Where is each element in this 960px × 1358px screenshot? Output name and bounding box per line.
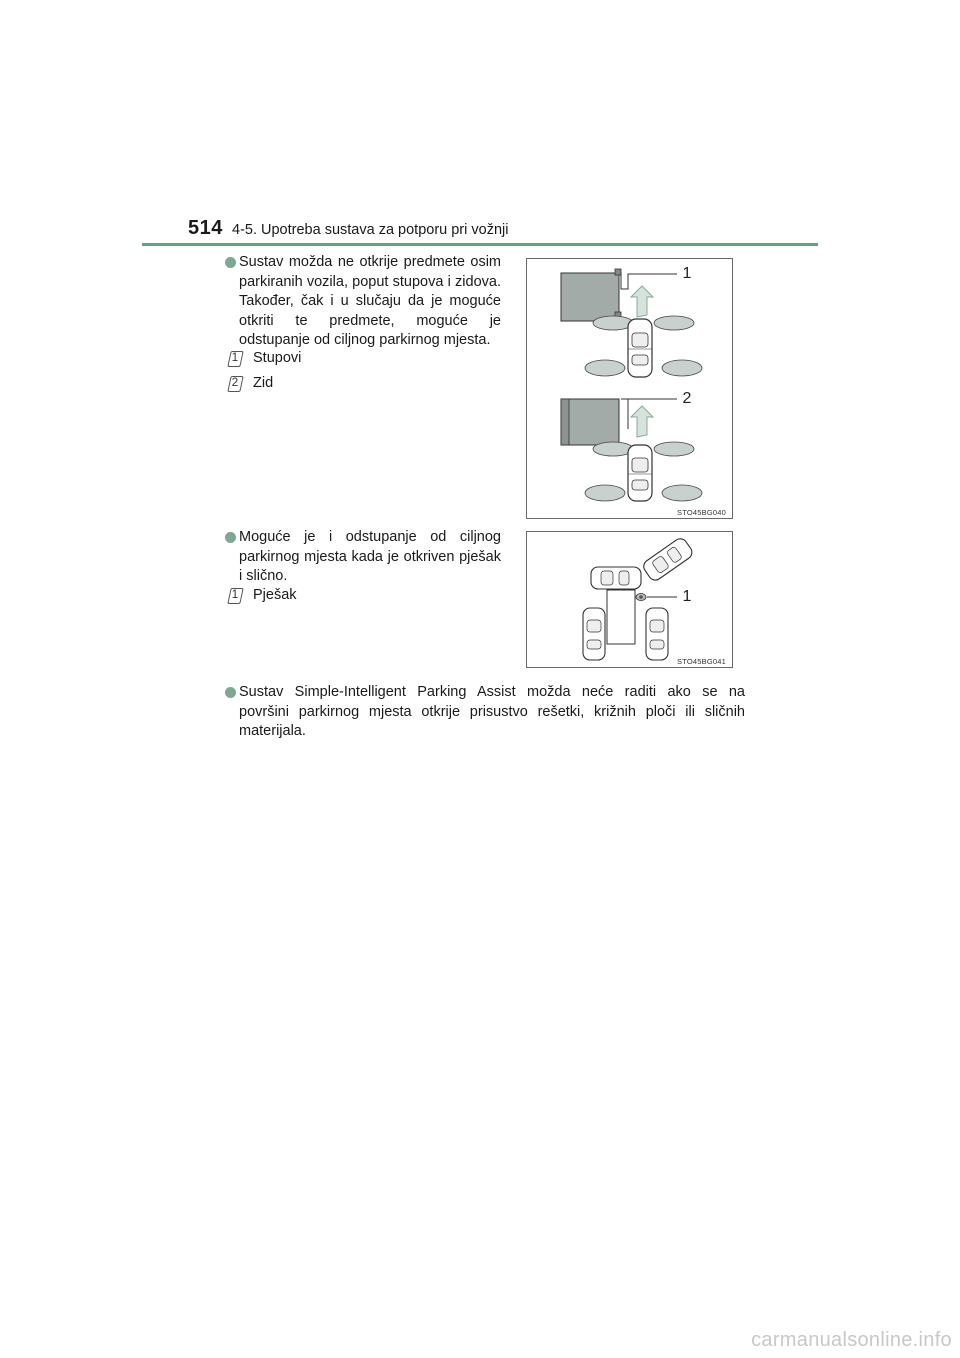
text-line: Također, čak i u slučaju da je moguće xyxy=(239,293,501,309)
bullet-item-3 xyxy=(225,683,745,743)
legend-number: 1 xyxy=(228,588,242,603)
bullet-dot xyxy=(225,257,236,268)
bullet-dot xyxy=(225,687,236,698)
section-title: 4-5. Upotreba sustava za potporu pri vožnji xyxy=(232,222,509,238)
text-line: parkiranih vozila, poput stupova i zidova. xyxy=(239,273,501,290)
text-line: Sustav možda ne otkrije predmete osim xyxy=(239,254,501,270)
figure-obstacles-illustration xyxy=(527,259,732,518)
legend-text: Pješak xyxy=(253,587,297,603)
legend-text: Stupovi xyxy=(253,350,302,366)
watermark: carmanualsonline.info xyxy=(751,1329,952,1351)
bullet-item-2 xyxy=(225,528,501,588)
text-line: Moguće je i odstupanje od ciljnog xyxy=(239,529,501,545)
bullet-text-1 xyxy=(239,253,501,351)
callout-1: 1 xyxy=(677,587,697,607)
callout-2: 2 xyxy=(677,389,697,409)
legend-text: Zid xyxy=(253,375,274,391)
text-line: odstupanje od ciljnog parkirnog mjesta. xyxy=(239,332,491,348)
figure-pedestrian-illustration xyxy=(527,532,732,667)
bullet-item-1 xyxy=(225,253,501,353)
parked-car-left xyxy=(583,608,605,660)
page-header xyxy=(0,0,960,250)
figure-obstacles xyxy=(526,258,733,519)
bullet-dot xyxy=(225,532,236,543)
figure-code: STO45BG041 xyxy=(677,657,726,666)
callout-1: 1 xyxy=(677,264,697,284)
parked-car-right xyxy=(646,608,668,660)
text-line: Sustav Simple-Intelligent Parking Assist možda neće raditi ako se na xyxy=(239,684,745,700)
angled-car xyxy=(641,536,695,583)
bullet-text-2 xyxy=(239,528,501,587)
figure-pedestrian xyxy=(526,531,733,668)
header-rule xyxy=(142,243,818,246)
figure-code: STO45BG040 xyxy=(677,508,726,517)
text-line: parkirnog mjesta kada je otkriven pješak xyxy=(239,548,501,565)
pedestrian xyxy=(636,594,646,601)
text-line: otkriti te predmete, moguće je xyxy=(239,312,501,329)
bullet-text-3 xyxy=(239,683,745,742)
text-line: površini parkirnog mjesta otkrije prisustvo rešetki, križnih ploči ili sličnih xyxy=(239,703,745,720)
legend-number: 2 xyxy=(228,376,242,391)
wall-scene xyxy=(561,399,702,501)
text-line: i slično. xyxy=(239,568,288,584)
text-line: materijala. xyxy=(239,723,306,739)
page-number: 514 xyxy=(188,217,223,239)
maneuvering-car xyxy=(591,567,641,589)
legend-number: 1 xyxy=(228,351,242,366)
pillar-scene xyxy=(561,269,702,377)
